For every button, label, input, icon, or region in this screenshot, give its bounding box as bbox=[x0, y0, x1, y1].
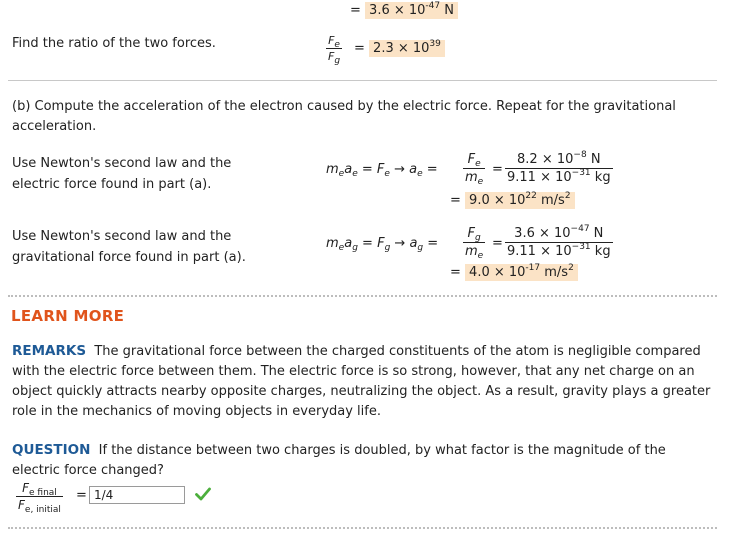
remarks-text: The gravitational force between the charged constituents of the atom is negligible compared with the electric force between them. The electric force is so strong, however, that any net charge on an object quickly attracts nearby opposite charges, neutralizing the object. As a result, gravity plays a greater role in the mechanics of moving objects in everyday life. bbox=[12, 344, 711, 419]
electric-numeric-fraction: $8.2 \times 10^{-8}$ N $9.11 \times 10^{-31}$ kg bbox=[507, 150, 611, 185]
electric-label: Use Newton's second law and the electric force found in part (a). bbox=[12, 156, 232, 192]
section-divider bbox=[8, 80, 717, 81]
top-result bbox=[350, 3, 458, 18]
question-heading: QUESTION bbox=[12, 442, 91, 458]
ratio-label: Find the ratio of the two forces. bbox=[12, 36, 216, 51]
check-icon bbox=[195, 487, 211, 505]
part-b-text: (b) Compute the acceleration of the electron caused by the electric force. Repeat for the gravitational acceleration. bbox=[12, 99, 676, 134]
electric-result: = $9.0 \times 10^{22}$ $m/s^2$ bbox=[450, 193, 575, 208]
electric-equation: $m_ea_e = F_e \to a_e$ = bbox=[326, 162, 438, 179]
top-result-value: $3.6 \times 10^{-47}$ N bbox=[365, 2, 458, 19]
ratio-fraction: $F_e$ $F_g$ bbox=[328, 34, 341, 66]
gravity-result: = $4.0 \times 10^{-17}$ $m/s^2$ bbox=[450, 265, 578, 280]
gravity-equation: $m_ea_g = F_g \to a_g$ = bbox=[326, 236, 439, 253]
gravity-eq3: = bbox=[492, 236, 503, 251]
question-fraction: $F_{e final}$ $F_{e, initial}$ bbox=[18, 481, 61, 515]
electric-eq3: = bbox=[492, 162, 503, 177]
question-text: If the distance between two charges is doubled, by what factor is the magnitude of the electric force changed? bbox=[12, 443, 666, 478]
learn-more-heading: LEARN MORE bbox=[11, 307, 125, 325]
ratio-result: = $2.3 \times 10^{39}$ bbox=[354, 41, 445, 56]
remarks-paragraph bbox=[12, 341, 717, 422]
question-eq: = bbox=[76, 488, 87, 503]
dotted-divider-bottom bbox=[8, 527, 717, 529]
gravity-label: Use Newton's second law and the gravitational force found in part (a). bbox=[12, 229, 246, 265]
equals-sign: = bbox=[350, 3, 361, 18]
dotted-divider-top bbox=[8, 295, 717, 297]
question-paragraph bbox=[12, 440, 717, 481]
answer-input[interactable]: 1/4 bbox=[89, 486, 185, 504]
remarks-heading: REMARKS bbox=[12, 343, 87, 359]
gravity-symbolic-fraction: $F_g$ $m_e$ bbox=[465, 226, 484, 261]
gravity-numeric-fraction: $3.6 \times 10^{-47}$ N $9.11 \times 10^{-31}$ kg bbox=[507, 224, 611, 259]
electric-symbolic-fraction: $F_e$ $m_e$ bbox=[465, 152, 484, 187]
